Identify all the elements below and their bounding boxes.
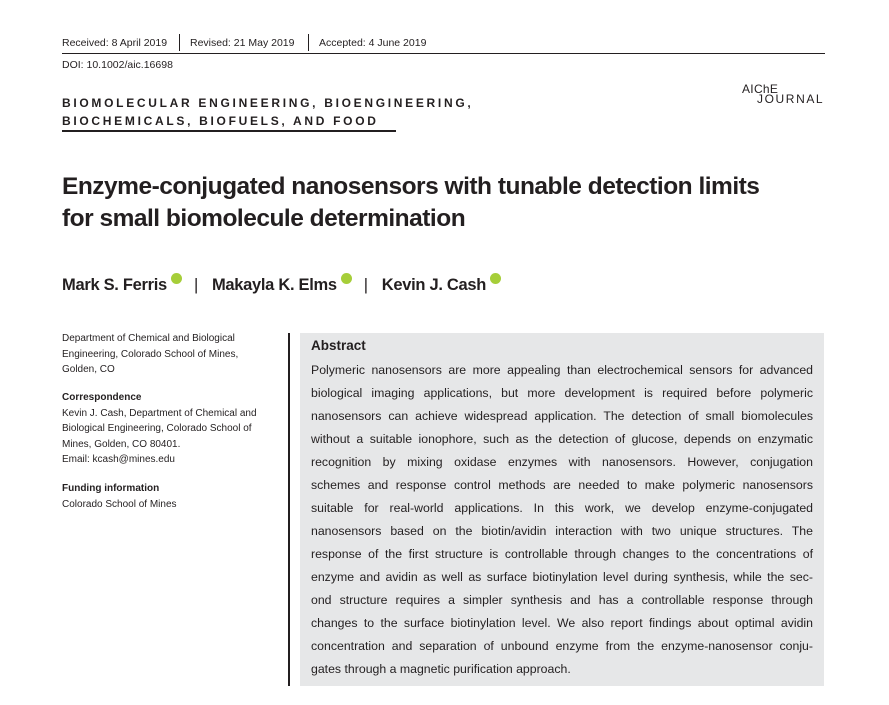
funding-line: Colorado School of Mines	[62, 498, 177, 510]
journal-logo	[737, 82, 827, 108]
section-line-1: BIOMOLECULAR ENGINEERING, BIOENGINEERING,	[62, 96, 474, 110]
abstract-line: changes to the surface biotinylation level. We also report findings about optimal avidin	[311, 616, 813, 630]
affiliation-line: Golden, CO	[62, 364, 115, 375]
correspondence-line: Kevin J. Cash, Department of Chemical and	[62, 407, 257, 419]
abstract-line: ond structure requires a simpler synthesis and has a controllable response through	[311, 593, 813, 607]
orcid-icon[interactable]	[490, 273, 501, 284]
author-separator: |	[193, 276, 198, 294]
abstract-line: gates through a magnetic purification approach.	[311, 662, 571, 676]
author-name[interactable]: Kevin J. Cash	[381, 276, 487, 294]
section-line-2: BIOCHEMICALS, BIOFUELS, AND FOOD	[62, 113, 379, 128]
abstract-line: suitable for real-world applications. In this work, we develop enzyme-conjugated	[311, 501, 813, 515]
abstract-line: response of the first structure is controllable through changes to the concentrations of	[311, 547, 813, 561]
abstract-line: nanosensors can achieve widespread application. The detection of small biomolecules	[311, 409, 813, 423]
accepted-date: Accepted: 4 June 2019	[319, 37, 427, 49]
abstract-line: recognition by mixing oxidase enzymes with nanosensors. However, conjugation	[311, 455, 813, 469]
correspondence-email[interactable]: Email: kcash@mines.edu	[62, 454, 175, 465]
abstract-line: biological imaging applications, but more development is required before polymeric	[311, 386, 813, 400]
article-history-bar	[62, 34, 825, 54]
abstract-rule	[288, 333, 290, 686]
divider	[179, 34, 180, 51]
abstract-line: schemes and response control methods are needed to make polymeric nanosensors	[311, 478, 813, 492]
correspondence-heading: Correspondence	[62, 392, 142, 403]
author-name[interactable]: Makayla K. Elms	[211, 276, 337, 294]
abstract-line: without a suitable ionophore, such as the detection of glucose, depends on enzymatic	[311, 432, 813, 446]
abstract-line: concentration and separation of unbound enzyme from the enzyme-nanosensor conju-	[311, 639, 813, 653]
logo-line-2: JOURNAL	[757, 92, 825, 106]
correspondence-line: Mines, Golden, CO 80401.	[62, 438, 181, 450]
section-heading	[62, 95, 473, 130]
funding-heading: Funding information	[62, 483, 160, 494]
abstract-line: enzyme and avidin as well as surface biotinylation level during synthesis, while the sec-	[311, 570, 813, 584]
doi[interactable]: DOI: 10.1002/aic.16698	[62, 59, 173, 71]
section-underline	[62, 130, 396, 132]
title-line-1: Enzyme-conjugated nanosensors with tunable detection limits	[62, 173, 760, 200]
author-separator: |	[363, 276, 368, 294]
affiliation-line: Engineering, Colorado School of Mines,	[62, 348, 239, 360]
author-name[interactable]: Mark S. Ferris	[62, 276, 167, 294]
funding-information	[62, 481, 177, 512]
orcid-icon[interactable]	[341, 273, 352, 284]
affiliation	[62, 331, 238, 378]
title-line-2: for small biomolecule determination	[62, 205, 466, 232]
correspondence	[62, 390, 257, 468]
affiliation-line: Department of Chemical and Biological	[62, 333, 235, 344]
abstract-line: Polymeric nanosensors are more appealing than electrochemical sensors for advanced	[311, 363, 813, 377]
article-title	[62, 171, 759, 235]
author-list	[62, 273, 501, 295]
received-date: Received: 8 April 2019	[62, 37, 168, 49]
divider	[308, 34, 309, 51]
revised-date: Revised: 21 May 2019	[190, 37, 295, 49]
correspondence-line: Biological Engineering, Colorado School of	[62, 423, 252, 434]
orcid-icon[interactable]	[171, 273, 182, 284]
logo-line-1: AIChE	[742, 82, 779, 96]
abstract-heading: Abstract	[311, 338, 366, 353]
abstract-line: nanosensors based on the biotin/avidin interaction with two unique structures. The	[311, 524, 813, 538]
